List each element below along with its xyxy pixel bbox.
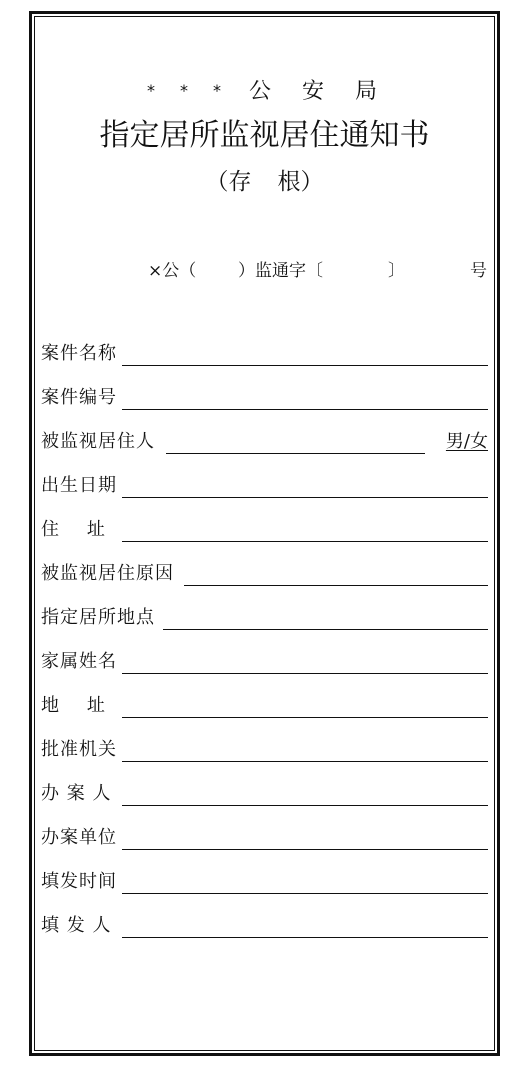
star-mark: * — [179, 81, 190, 100]
fill-line[interactable] — [122, 497, 488, 498]
field-label: 办 案 人 — [41, 783, 112, 804]
fill-line[interactable] — [184, 585, 488, 586]
field-label: 地 址 — [41, 695, 106, 716]
field-birth-date — [41, 472, 488, 498]
fill-line[interactable] — [163, 629, 488, 630]
agency-char: 局 — [355, 79, 380, 104]
stub-label-open: （存 — [205, 169, 252, 195]
agency-char: 安 — [301, 79, 326, 104]
fill-line[interactable] — [122, 365, 488, 366]
field-approving-authority — [41, 736, 488, 762]
fill-line[interactable] — [122, 849, 488, 850]
stub-label — [0, 163, 529, 196]
field-label: 出生日期 — [41, 475, 117, 496]
field-designated-place — [41, 604, 488, 630]
field-label: 住 址 — [41, 519, 106, 540]
doc-number-bracket-close: 〕 — [388, 261, 405, 281]
agency-char: 公 — [248, 79, 273, 104]
field-label: 案件名称 — [41, 343, 117, 364]
field-label: 被监视居住人 — [41, 431, 155, 452]
gender-option: 男/女 — [445, 431, 488, 452]
document-title: 指定居所监视居住通知书 — [99, 118, 430, 153]
field-issue-time — [41, 868, 488, 894]
doc-number-middle: ）监通字〔 — [238, 261, 323, 281]
field-label: 填 发 人 — [41, 915, 112, 936]
star-mark: * — [146, 81, 157, 100]
field-residence — [41, 516, 488, 542]
doc-number-prefix: ×公（ — [148, 261, 197, 281]
fill-line[interactable] — [122, 893, 488, 894]
field-case-name — [41, 340, 488, 366]
fill-line[interactable] — [122, 717, 488, 718]
fill-line[interactable] — [122, 409, 488, 410]
fill-line[interactable] — [122, 761, 488, 762]
fill-line[interactable] — [122, 805, 488, 806]
star-mark: * — [212, 81, 223, 100]
field-case-number — [41, 384, 488, 410]
field-family-address — [41, 692, 488, 718]
agency-name — [0, 74, 529, 105]
field-label: 填发时间 — [41, 871, 117, 892]
stub-label-close: 根） — [277, 169, 324, 195]
field-family-name — [41, 648, 488, 674]
field-issuer — [41, 912, 488, 938]
doc-number-suffix: 号 — [470, 261, 487, 281]
field-label: 批准机关 — [41, 739, 117, 760]
field-handling-unit — [41, 824, 488, 850]
field-monitored-person — [41, 428, 488, 454]
fill-line[interactable] — [122, 541, 488, 542]
fill-line[interactable] — [122, 937, 488, 938]
field-label: 被监视居住原因 — [41, 563, 174, 584]
field-reason — [41, 560, 488, 586]
field-label: 案件编号 — [41, 387, 117, 408]
field-label: 家属姓名 — [41, 651, 117, 672]
fill-line[interactable] — [122, 673, 488, 674]
field-label: 办案单位 — [41, 827, 117, 848]
field-label: 指定居所地点 — [41, 607, 155, 628]
fill-line[interactable] — [166, 453, 425, 454]
field-case-handler — [41, 780, 488, 806]
